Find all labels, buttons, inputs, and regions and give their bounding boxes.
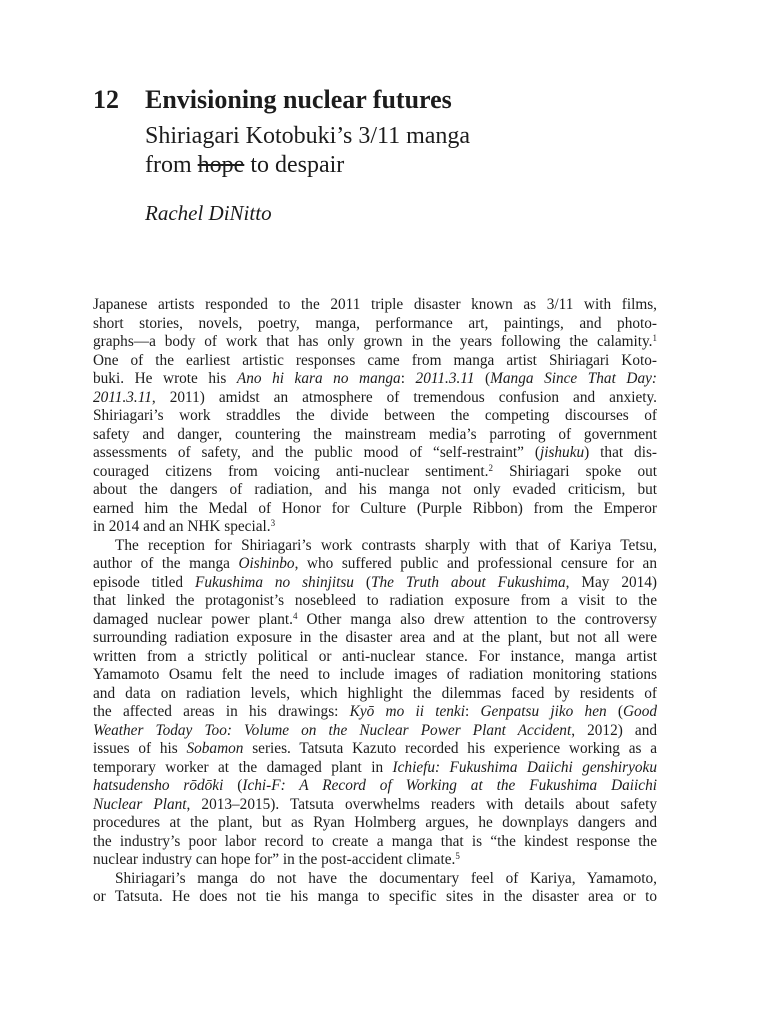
body-line: Weather Today Too: Volume on the Nuclear Power Plant Accident, 2012) and — [93, 721, 658, 739]
body-line: Nuclear Plant, 2013–2015). Tatsuta overwhelms readers with details about safety — [93, 795, 657, 813]
subtitle-from: from — [145, 152, 198, 178]
body-line: earned him the Medal of Honor for Culture (Purple Ribbon) from the Emperor — [93, 499, 657, 517]
footnote-ref[interactable]: 4 — [293, 610, 298, 621]
chapter-heading — [93, 84, 693, 116]
body-line: nuclear industry can hope for” in the post-accident climate.$^5$ — [93, 851, 460, 868]
body-line: Japanese artists responded to the 2011 triple disaster known as 3/11 with films, — [93, 296, 657, 313]
body-line: in 2014 and an NHK special.$^3$ — [93, 518, 276, 535]
chapter-number: 12 — [93, 85, 119, 114]
body-line: issues of his Sobamon series. Tatsuta Kazuto recorded his experience working as a — [93, 740, 657, 757]
body-line: assessments of safety, and the public mood of “self-restraint” (jishuku) that dis- — [93, 444, 657, 461]
footnote-ref[interactable]: 5 — [455, 851, 460, 861]
body-line: buki. He wrote his Ano hi kara no manga: 2011.3.11 (Manga Since That Day: — [93, 370, 657, 387]
body-line: graphs—a body of work that has only grown in the years following the calamity.$^1$ — [93, 333, 657, 350]
body-line: The reception for Shiriagari’s work contrasts sharply with that of Kariya Tetsu, — [115, 536, 657, 554]
body-text — [93, 296, 657, 907]
footnote-ref[interactable]: 3 — [270, 518, 276, 528]
body-line: the affected areas in his drawings: Kyō mo ii tenki: Genpatsu jiko hen (Good — [93, 703, 657, 720]
footnote-ref[interactable]: 1 — [652, 333, 657, 343]
body-line: damaged nuclear power plant.$^4$ Other manga also drew attention to the controversy — [93, 610, 657, 628]
body-line: Shiriagari’s work straddles the divide between the competing discourses of — [93, 407, 657, 424]
body-line: short stories, novels, poetry, manga, performance art, paintings, and photo- — [93, 314, 657, 332]
body-line: written from a strictly political or anti-nuclear stance. For instance, manga artist — [93, 647, 657, 665]
chapter-author: Rachel DiNitto — [145, 201, 272, 225]
subtitle-line-2 — [145, 151, 685, 180]
body-line: about the dangers of radiation, and his manga not only evaded criticism, but — [93, 481, 657, 498]
subtitle-line-1: Shiriagari Kotobuki’s 3/11 manga — [145, 123, 471, 149]
body-line: or Tatsuta. He does not tie his manga to specific sites in the disaster area or to — [93, 888, 657, 905]
body-line: the industry’s poor labor record to create a manga that is “the kindest response the — [93, 832, 657, 850]
body-line: One of the earliest artistic responses came from manga artist Shiriagari Koto- — [93, 351, 657, 369]
footnote-ref[interactable]: 2 — [488, 462, 493, 473]
body-line: and data on radiation levels, which highlight the dilemmas faced by residents of — [93, 684, 657, 702]
subtitle-struck-word: hope — [197, 152, 245, 178]
body-line: author of the manga Oishinbo, who suffered public and professional censure for an — [93, 555, 657, 572]
body-line: that linked the protagonist’s nosebleed to radiation exposure from a visit to the — [93, 592, 657, 609]
chapter-subtitle — [145, 122, 685, 180]
body-line: episode titled Fukushima no shinjitsu (The Truth about Fukushima, May 2014) — [93, 573, 658, 591]
body-line: temporary worker at the damaged plant in Ichiefu: Fukushima Daiichi genshiryoku — [93, 758, 657, 776]
body-line: Yamamoto Osamu felt the need to include images of radiation monitoring stations — [93, 666, 657, 683]
body-line: procedures at the plant, but as Ryan Holmberg argues, he downplays dangers and — [93, 814, 657, 831]
subtitle-to-despair: to despair — [244, 152, 345, 178]
chapter-title: Envisioning nuclear futures — [145, 85, 452, 114]
body-line: Shiriagari’s manga do not have the documentary feel of Kariya, Yamamoto, — [115, 869, 657, 887]
body-line: hatsudensho rōdōki (Ichi-F: A Record of Working at the Fukushima Daiichi — [93, 777, 657, 794]
body-line: 2011.3.11, 2011) amidst an atmosphere of tremendous confusion and anxiety. — [93, 388, 657, 406]
body-line: surrounding radiation exposure in the disaster area and at the plant, but not all were — [93, 629, 657, 646]
body-line: couraged citizens from voicing anti-nuclear sentiment.$^2$ Shiriagari spoke out — [93, 462, 658, 480]
body-line: safety and danger, countering the mainstream media’s parroting of government — [93, 425, 657, 443]
